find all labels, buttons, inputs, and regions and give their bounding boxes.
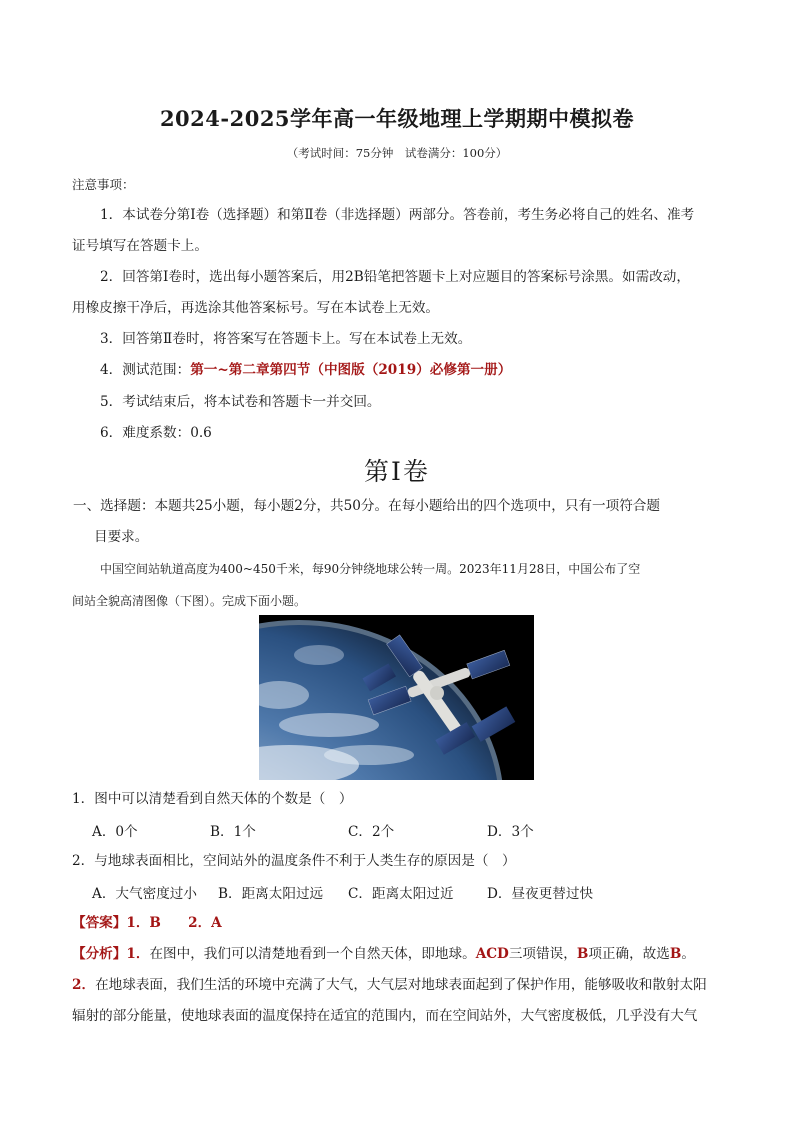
passage-line2: 间站全貌高清图像（下图）。完成下面小题。	[72, 594, 307, 608]
analysis-label: 【分析】	[72, 946, 127, 962]
analysis-p1-text: 在图中，我们可以清楚地看到一个自然天体，即地球。	[149, 946, 476, 962]
analysis-p1-num: 1．	[126, 946, 150, 962]
question-1-stem: 1．图中可以清楚看到自然天体的个数是（ ）	[72, 791, 353, 807]
question-1-option-a[interactable]: A．0个	[92, 824, 138, 840]
question-1-option-c[interactable]: C．2个	[348, 824, 395, 840]
note-item-3: 3．回答第Ⅱ卷时，将答案写在答题卡上。写在本试卷上无效。	[100, 331, 472, 347]
analysis-p2-num: 2．	[72, 977, 96, 993]
note-item-2-line2: 用橡皮擦干净后，再选涂其他答案标号。写在本试卷上无效。	[72, 300, 440, 316]
exam-subtitle: （考试时间：75分钟 试卷满分：100分）	[286, 146, 508, 160]
analysis-p2-line1	[72, 975, 707, 995]
question-2-option-c[interactable]: C．距离太阳过近	[348, 886, 454, 902]
test-range: 第一~第二章第四节（中图版（2019）必修第一册）	[190, 362, 512, 378]
question-2-stem: 2．与地球表面相比，空间站外的温度条件不利于人类生存的原因是（ ）	[72, 853, 516, 869]
note-item-1-line1: 1．本试卷分第Ⅰ卷（选择题）和第Ⅱ卷（非选择题）两部分。答卷前，考生务必将自己的姓名、准考	[100, 207, 695, 223]
question-1-option-d[interactable]: D．3个	[487, 824, 534, 840]
answer-label: 【答案】	[72, 915, 127, 931]
note-item-4-prefix: 4．测试范围：	[100, 362, 191, 378]
analysis-p2-text1: 在地球表面，我们生活的环境中充满了大气，大气层对地球表面起到了保护作用，能够吸收和散射太阳	[95, 977, 707, 993]
analysis-p1-correct: 项正确，故选	[588, 946, 670, 962]
note-item-5: 5．考试结束后，将本试卷和答题卡一并交回。	[100, 394, 381, 410]
section-instruction-line1: 一、选择题：本题共25小题，每小题2分，共50分。在每小题给出的四个选项中，只有一项符合题	[73, 498, 660, 514]
analysis-p1-acd: ACD	[475, 946, 509, 962]
space-station-photo	[259, 615, 534, 780]
answer-line	[72, 913, 222, 933]
question-2-option-a[interactable]: A．大气密度过小	[92, 886, 197, 902]
note-item-2-line1: 2．回答第Ⅰ卷时，选出每小题答案后，用2B铅笔把答题卡上对应题目的答案标号涂黑。如需改动，	[100, 269, 690, 285]
note-item-1-line2: 证号填写在答题卡上。	[72, 238, 208, 254]
note-item-4	[100, 360, 511, 380]
question-1-option-b[interactable]: B．1个	[210, 824, 256, 840]
answer-text: 1．B 2．A	[126, 915, 222, 931]
analysis-p2-line2: 辐射的部分能量，使地球表面的温度保持在适宜的范围内，而在空间站外，大气密度极低，几乎没有大气	[72, 1008, 698, 1024]
section-title: 第Ⅰ卷	[364, 457, 430, 486]
analysis-line1	[72, 944, 695, 964]
passage-line1: 中国空间站轨道高度为400~450千米，每90分钟绕地球公转一周。2023年11月28日，中国公布了空	[100, 562, 641, 576]
question-2-option-b[interactable]: B．距离太阳过远	[218, 886, 324, 902]
analysis-p1-wrong: 三项错误，	[508, 946, 577, 962]
analysis-p1-b: B	[576, 946, 589, 962]
analysis-p1-end: 。	[681, 946, 695, 962]
section-instruction-line2: 目要求。	[94, 529, 149, 545]
notes-heading: 注意事项：	[72, 177, 135, 192]
question-2-option-d[interactable]: D．昼夜更替过快	[487, 886, 594, 902]
exam-title: 2024-2025学年高一年级地理上学期期中模拟卷	[159, 106, 635, 131]
note-item-6: 6．难度系数：0.6	[100, 425, 212, 441]
analysis-p1-choice: B	[669, 946, 682, 962]
